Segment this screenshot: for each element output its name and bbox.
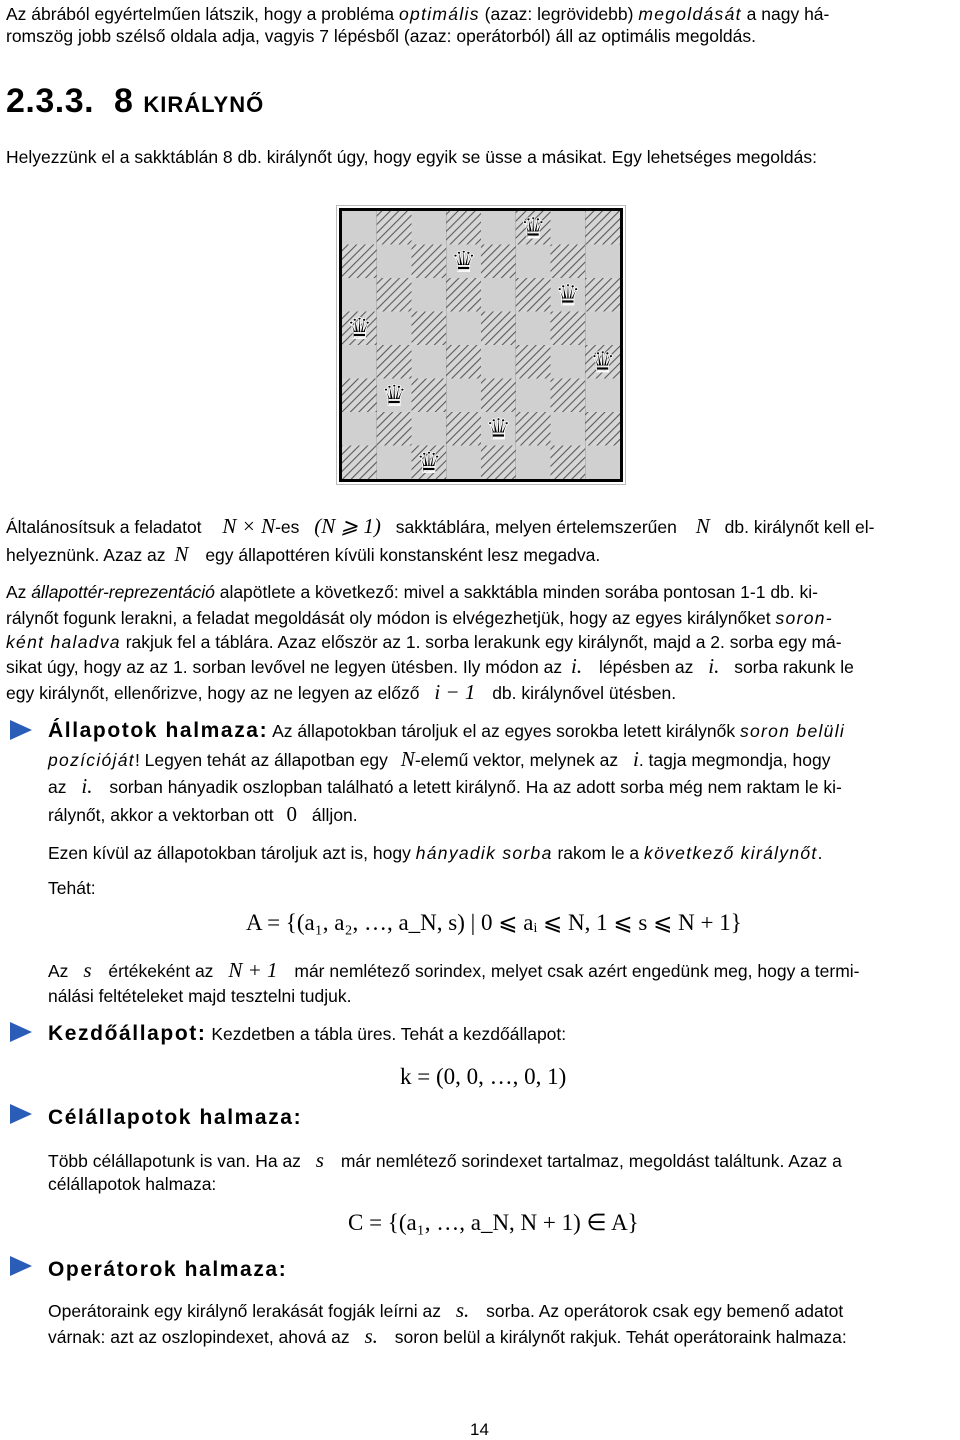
text: Az (48, 961, 69, 981)
operators-line-1 (48, 1298, 843, 1323)
dark-square (446, 412, 481, 446)
dark-square (516, 278, 551, 312)
text: alapötlete a következő: mivel a sakktábla minden sorába pontosan 1-1 db. ki- (214, 582, 818, 602)
math-i: i (632, 747, 639, 771)
light-square (342, 211, 377, 245)
math-i: i. (708, 654, 720, 678)
operators-heading: Operátorok halmaza: (48, 1258, 288, 1281)
light-square (481, 211, 516, 245)
states-line-2 (48, 747, 830, 772)
s-value-line-2: nálási feltételeket majd tesztelni tudjuk. (48, 986, 352, 1006)
queen-icon: ♛ (450, 244, 477, 279)
dark-square (551, 379, 586, 413)
section-number: 2.3.3. (6, 82, 95, 120)
text: egy állapottéren kívüli konstansként lesz megadva. (205, 545, 601, 565)
section-title-number: 8 (113, 82, 134, 120)
operators-heading-line (48, 1258, 287, 1282)
dark-square (585, 278, 620, 312)
dark-square (377, 211, 412, 245)
bullet-arrow-icon (10, 1104, 32, 1124)
text: Kezdetben a tábla üres. Tehát a kezdőállapot: (206, 1024, 567, 1044)
dark-square (551, 245, 586, 279)
math-n: N (174, 542, 189, 566)
bullet-arrow-icon (10, 720, 32, 740)
states-extra-line (48, 841, 822, 865)
dark-square (342, 245, 377, 279)
dark-square (342, 379, 377, 413)
text: Az (6, 582, 32, 602)
light-square (551, 345, 586, 379)
math-zero: 0 (286, 802, 298, 826)
text: . tagja megmondja, hogy (638, 750, 831, 770)
dark-square (377, 345, 412, 379)
light-square (481, 345, 516, 379)
state-rep-line-4 (6, 654, 854, 679)
light-square (342, 412, 377, 446)
board-squares (342, 211, 620, 479)
math-n-by-n: N × N (222, 514, 276, 538)
text: lépésben az (598, 657, 694, 677)
formula-initial-state: k = (0, 0, …, 0, 1) (400, 1064, 567, 1089)
formula-state-set: A = {(a₁, a₂, …, a_N, s) | 0 ⩽ aᵢ ⩽ N, 1 ⩽ s ⩽ N + 1} (246, 910, 742, 935)
generalize-line-1 (6, 514, 874, 539)
text: sorban hányadik oszlopban található a letett királynő. Ha az adott sorba még nem raktam le ki- (109, 777, 842, 797)
text: rakom le a (552, 843, 645, 863)
text: rálynőt fogunk lerakni, a feladat megoldását oly módon is elvégezhetjük, hogy az egyes királynőket (6, 608, 776, 628)
intro-line-1 (6, 2, 829, 26)
state-rep-line-2 (6, 606, 833, 630)
text: db. királynőt kell el- (724, 517, 875, 537)
dark-square (481, 379, 516, 413)
math-i: i. (571, 654, 583, 678)
text: rálynőt, akkor a vektorban ott (48, 805, 274, 825)
text: db. királynővel ütésben. (492, 683, 677, 703)
dark-square (585, 211, 620, 245)
queen-icon: ♛ (485, 411, 512, 446)
math-s: s (83, 958, 92, 982)
states-line-3 (48, 774, 842, 799)
light-square (342, 278, 377, 312)
text: . (817, 843, 823, 863)
dark-square (551, 446, 586, 480)
bullet-arrow-icon (10, 1256, 32, 1276)
goals-line-2: célállapotok halmaza: (48, 1174, 217, 1194)
queen-icon: ♛ (381, 378, 408, 413)
light-square (342, 345, 377, 379)
goals-heading: Célállapotok halmaza: (48, 1106, 303, 1129)
s-value-line-1 (48, 958, 860, 983)
text: már nemlétező sorindexet tartalmaz, megoldást találtunk. Azaz a (340, 1151, 842, 1171)
text: az (48, 777, 67, 797)
light-square (377, 312, 412, 346)
intro-line-2: romszög jobb szélső oldala adja, vagyis 7 lépésből (azaz: operátorból) áll az optimális megoldás. (6, 26, 756, 46)
text: sorba rakunk le (734, 657, 854, 677)
light-square (446, 379, 481, 413)
emph-position: pozícióját (48, 750, 135, 770)
dark-square (516, 345, 551, 379)
operators-line-2 (48, 1324, 847, 1349)
dark-square (481, 245, 516, 279)
queen-icon: ♛ (589, 344, 616, 379)
light-square (516, 312, 551, 346)
goals-heading-line (48, 1106, 302, 1130)
initial-heading: Kezdőállapot: (48, 1022, 207, 1045)
light-square (585, 312, 620, 346)
light-square (412, 412, 447, 446)
emph-next-queen: következő királynőt (644, 843, 818, 863)
dark-square (412, 312, 447, 346)
light-square (585, 245, 620, 279)
dark-square (585, 412, 620, 446)
light-square (516, 446, 551, 480)
text: Operátoraink egy királynő lerakását fogják leírni az (48, 1301, 441, 1321)
math-s: s. (364, 1324, 378, 1348)
states-line-1 (48, 719, 845, 743)
dark-square (342, 446, 377, 480)
light-square (412, 345, 447, 379)
dark-square (551, 312, 586, 346)
states-line-4 (48, 802, 358, 827)
text: Ezen kívül az állapotokban tároljuk azt is, hogy (48, 843, 416, 863)
dark-square (446, 345, 481, 379)
math-s: s (315, 1148, 324, 1172)
formula-goal-set: C = {(a₁, …, a_N, N + 1) ∈ A} (348, 1210, 639, 1235)
states-heading: Állapotok halmaza: (48, 719, 269, 742)
light-square (481, 278, 516, 312)
emph-row-by-row: soron- (775, 608, 833, 628)
dark-square (412, 379, 447, 413)
section-title-word: KIRÁLYNŐ (143, 92, 265, 117)
light-square (377, 446, 412, 480)
text: helyeznünk. Azaz az (6, 545, 166, 565)
text: már nemlétező sorindex, melyet csak azért engedünk meg, hogy a termi- (294, 961, 860, 981)
math-i: i. (81, 774, 93, 798)
task-text: Helyezzünk el a sakktáblán 8 db. királynőt úgy, hogy egyik se üsse a másikat. Egy lehetséges megoldás: (6, 147, 817, 167)
text: Általánosítsuk a feladatot (6, 517, 202, 537)
goals-line-1 (48, 1148, 842, 1173)
text: várnak: azt az oszlopindexet, ahová az (48, 1327, 350, 1347)
text: -elemű vektor, melynek az (414, 750, 619, 770)
text: Az ábrából egyértelműen látszik, hogy a probléma (6, 4, 399, 24)
light-square (585, 379, 620, 413)
math-n-plus-1: N + 1 (228, 958, 278, 982)
light-square (446, 312, 481, 346)
light-square (516, 379, 551, 413)
emph-solution: megoldását (638, 4, 742, 24)
light-square (551, 211, 586, 245)
text: álljon. (311, 805, 358, 825)
text: Az állapotokban tároljuk el az egyes sorokba letett királynők (268, 721, 740, 741)
page-number: 14 (470, 1420, 489, 1439)
text: sakktáblára, melyen értelemszerűen (395, 517, 677, 537)
dark-square (412, 245, 447, 279)
queen-icon: ♛ (415, 445, 442, 480)
text: ! Legyen tehát az állapotban egy (134, 750, 388, 770)
text: -es (275, 517, 300, 537)
chessboard-figure (336, 205, 626, 485)
text: soron belül a királynőt rakjuk. Tehát operátoraink halmaza: (394, 1327, 847, 1347)
light-square (446, 446, 481, 480)
text: rakjuk fel a táblára. Azaz először az 1. sorba lerakunk egy királynőt, majd a 2. sorba egy má- (120, 632, 842, 652)
generalize-line-2 (6, 542, 600, 567)
queen-icon: ♛ (520, 210, 547, 245)
text: sikat úgy, hogy az az 1. sorban levővel ne legyen ütésben. Ily módon az (6, 657, 563, 677)
math-n-geq-1: (N ⩾ 1) (314, 514, 381, 538)
emph-which-row: hányadik sorba (415, 843, 553, 863)
dark-square (446, 278, 481, 312)
tehat-label: Tehát: (48, 878, 96, 898)
dark-square (446, 211, 481, 245)
math-s: s. (455, 1298, 470, 1322)
emph-optimal: optimális (399, 4, 480, 24)
state-rep-line-5 (6, 680, 676, 705)
text: Több célállapotunk is van. Ha az (48, 1151, 301, 1171)
light-square (412, 211, 447, 245)
light-square (516, 245, 551, 279)
emph-in-row: soron belüli (739, 721, 846, 741)
initial-state-line (48, 1022, 566, 1046)
emph-state-space: állapottér-reprezentáció (31, 582, 215, 602)
math-n: N (400, 747, 415, 771)
text: a nagy há- (741, 4, 830, 24)
dark-square (516, 412, 551, 446)
text: értékeként az (108, 961, 214, 981)
math-i-minus-1: i − 1 (434, 680, 476, 704)
light-square (412, 278, 447, 312)
emph-row-by-row: ként haladva (6, 632, 121, 652)
queen-icon: ♛ (346, 311, 373, 346)
light-square (377, 245, 412, 279)
light-square (551, 412, 586, 446)
text: egy királynőt, ellenőrizve, hogy az ne legyen az előző (6, 683, 420, 703)
dark-square (481, 446, 516, 480)
state-rep-line-3 (6, 630, 842, 654)
dark-square (377, 412, 412, 446)
text: (azaz: legrövidebb) (479, 4, 639, 24)
dark-square (481, 312, 516, 346)
bullet-arrow-icon (10, 1022, 32, 1042)
state-rep-line-1 (6, 580, 818, 604)
dark-square (377, 278, 412, 312)
light-square (585, 446, 620, 480)
math-n: N (695, 514, 710, 538)
section-heading (6, 82, 264, 121)
queen-icon: ♛ (554, 277, 581, 312)
text: sorba. Az operátorok csak egy bemenő adatot (486, 1301, 844, 1321)
